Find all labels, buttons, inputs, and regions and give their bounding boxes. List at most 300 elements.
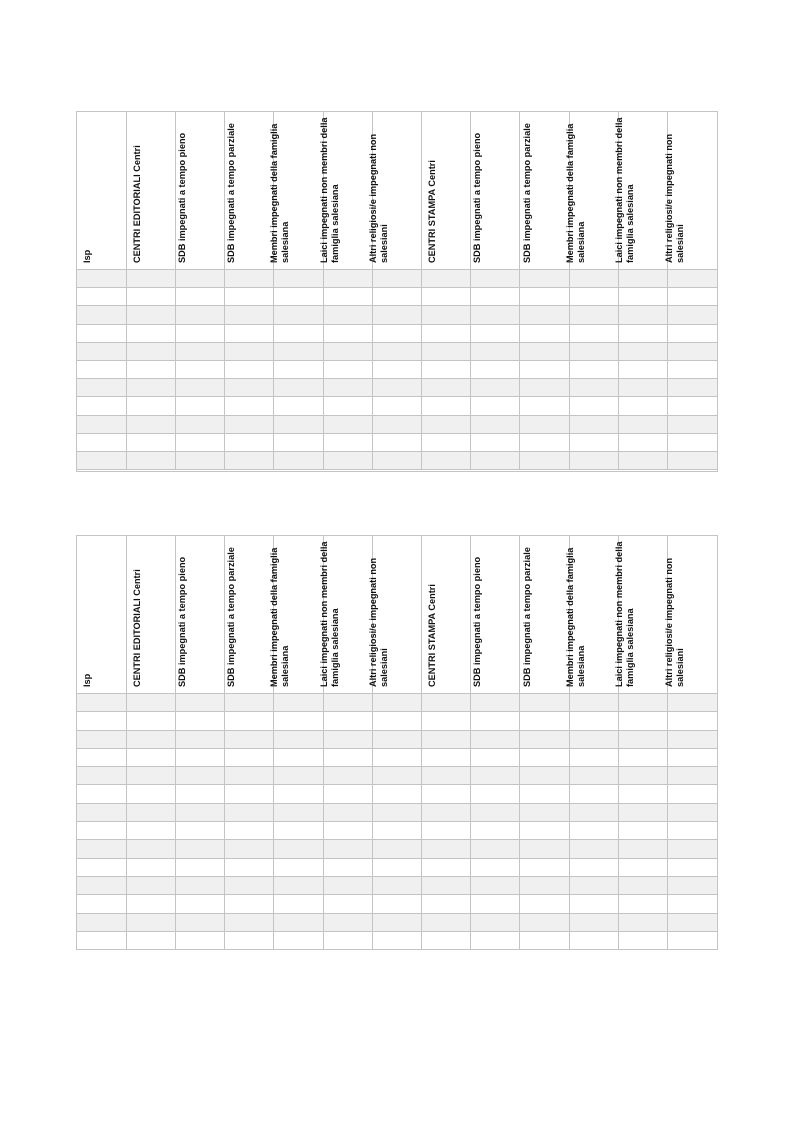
table-cell[interactable] (225, 822, 274, 840)
table-cell[interactable] (618, 712, 667, 730)
table-cell[interactable] (77, 858, 126, 876)
table-cell[interactable] (372, 324, 421, 342)
table-cell[interactable] (323, 694, 372, 712)
table-cell[interactable] (225, 342, 274, 360)
table-cell[interactable] (175, 360, 224, 378)
table-cell[interactable] (520, 840, 569, 858)
table-cell[interactable] (372, 785, 421, 803)
table-cell[interactable] (471, 803, 520, 821)
table-cell[interactable] (471, 858, 520, 876)
table-cell[interactable] (569, 822, 618, 840)
table-cell[interactable] (520, 324, 569, 342)
table-cell[interactable] (323, 451, 372, 469)
table-cell[interactable] (422, 858, 471, 876)
table-cell[interactable] (668, 397, 717, 415)
table-cell[interactable] (126, 360, 175, 378)
table-cell[interactable] (422, 342, 471, 360)
table-cell[interactable] (569, 748, 618, 766)
table-cell[interactable] (471, 913, 520, 931)
table-cell[interactable] (175, 324, 224, 342)
table-cell[interactable] (569, 360, 618, 378)
table-cell[interactable] (126, 694, 175, 712)
table-cell[interactable] (323, 767, 372, 785)
table-cell[interactable] (323, 397, 372, 415)
table-cell[interactable] (520, 451, 569, 469)
table-cell[interactable] (175, 767, 224, 785)
table-cell[interactable] (668, 840, 717, 858)
table-cell[interactable] (668, 748, 717, 766)
table-cell[interactable] (323, 288, 372, 306)
table-cell[interactable] (569, 913, 618, 931)
table-cell[interactable] (372, 451, 421, 469)
table-cell[interactable] (569, 288, 618, 306)
table-cell[interactable] (422, 803, 471, 821)
table-cell[interactable] (274, 876, 323, 894)
table-cell[interactable] (471, 433, 520, 451)
table-cell[interactable] (668, 785, 717, 803)
table-cell[interactable] (569, 694, 618, 712)
table-cell[interactable] (175, 822, 224, 840)
table-cell[interactable] (618, 379, 667, 397)
table-cell[interactable] (520, 306, 569, 324)
table-cell[interactable] (323, 822, 372, 840)
table-cell[interactable] (569, 876, 618, 894)
table-cell[interactable] (372, 397, 421, 415)
table-cell[interactable] (520, 288, 569, 306)
table-cell[interactable] (126, 397, 175, 415)
table-cell[interactable] (175, 379, 224, 397)
table-cell[interactable] (422, 913, 471, 931)
table-cell[interactable] (422, 306, 471, 324)
table-cell[interactable] (471, 306, 520, 324)
table-cell[interactable] (422, 270, 471, 288)
table-cell[interactable] (471, 397, 520, 415)
table-cell[interactable] (274, 840, 323, 858)
table-cell[interactable] (520, 342, 569, 360)
table-cell[interactable] (520, 360, 569, 378)
table-cell[interactable] (175, 895, 224, 913)
table-cell[interactable] (323, 803, 372, 821)
table-cell[interactable] (422, 451, 471, 469)
table-cell[interactable] (520, 785, 569, 803)
table-cell[interactable] (77, 270, 126, 288)
table-cell[interactable] (175, 730, 224, 748)
table-cell[interactable] (77, 324, 126, 342)
table-cell[interactable] (520, 748, 569, 766)
table-cell[interactable] (471, 712, 520, 730)
table-cell[interactable] (520, 913, 569, 931)
table-cell[interactable] (520, 379, 569, 397)
table-cell[interactable] (372, 803, 421, 821)
table-cell[interactable] (175, 270, 224, 288)
table-cell[interactable] (520, 415, 569, 433)
table-cell[interactable] (77, 397, 126, 415)
table-cell[interactable] (569, 785, 618, 803)
table-cell[interactable] (471, 876, 520, 894)
table-cell[interactable] (422, 822, 471, 840)
table-cell[interactable] (569, 931, 618, 949)
table-cell[interactable] (618, 895, 667, 913)
table-cell[interactable] (274, 895, 323, 913)
table-cell[interactable] (471, 748, 520, 766)
table-cell[interactable] (569, 840, 618, 858)
table-cell[interactable] (668, 712, 717, 730)
table-cell[interactable] (618, 931, 667, 949)
table-cell[interactable] (618, 306, 667, 324)
table-cell[interactable] (126, 858, 175, 876)
table-cell[interactable] (77, 306, 126, 324)
table-cell[interactable] (274, 379, 323, 397)
table-cell[interactable] (422, 397, 471, 415)
table-cell[interactable] (225, 360, 274, 378)
table-cell[interactable] (422, 767, 471, 785)
table-cell[interactable] (569, 433, 618, 451)
table-cell[interactable] (471, 840, 520, 858)
table-cell[interactable] (77, 694, 126, 712)
table-cell[interactable] (175, 931, 224, 949)
table-cell[interactable] (126, 876, 175, 894)
table-cell[interactable] (175, 694, 224, 712)
table-cell[interactable] (126, 270, 175, 288)
table-cell[interactable] (77, 451, 126, 469)
table-cell[interactable] (372, 822, 421, 840)
table-cell[interactable] (274, 397, 323, 415)
table-cell[interactable] (668, 931, 717, 949)
table-cell[interactable] (618, 748, 667, 766)
table-cell[interactable] (323, 931, 372, 949)
table-cell[interactable] (422, 895, 471, 913)
table-cell[interactable] (225, 712, 274, 730)
table-cell[interactable] (569, 730, 618, 748)
table-cell[interactable] (225, 803, 274, 821)
table-cell[interactable] (618, 288, 667, 306)
table-cell[interactable] (274, 415, 323, 433)
table-cell[interactable] (274, 360, 323, 378)
table-cell[interactable] (422, 433, 471, 451)
table-cell[interactable] (422, 876, 471, 894)
table-cell[interactable] (422, 712, 471, 730)
table-cell[interactable] (126, 840, 175, 858)
table-cell[interactable] (668, 730, 717, 748)
table-cell[interactable] (668, 379, 717, 397)
table-cell[interactable] (372, 306, 421, 324)
table-cell[interactable] (225, 288, 274, 306)
table-cell[interactable] (668, 913, 717, 931)
table-cell[interactable] (323, 360, 372, 378)
table-cell[interactable] (618, 451, 667, 469)
table-cell[interactable] (372, 694, 421, 712)
table-cell[interactable] (618, 840, 667, 858)
table-cell[interactable] (618, 415, 667, 433)
table-cell[interactable] (618, 360, 667, 378)
table-cell[interactable] (422, 379, 471, 397)
table-cell[interactable] (126, 895, 175, 913)
table-cell[interactable] (175, 803, 224, 821)
table-cell[interactable] (126, 767, 175, 785)
table-cell[interactable] (126, 342, 175, 360)
table-cell[interactable] (225, 415, 274, 433)
table-cell[interactable] (520, 822, 569, 840)
table-cell[interactable] (372, 767, 421, 785)
table-cell[interactable] (77, 712, 126, 730)
table-cell[interactable] (569, 306, 618, 324)
table-cell[interactable] (323, 270, 372, 288)
table-cell[interactable] (323, 415, 372, 433)
table-cell[interactable] (372, 288, 421, 306)
table-cell[interactable] (225, 379, 274, 397)
table-cell[interactable] (422, 694, 471, 712)
table-cell[interactable] (323, 748, 372, 766)
table-cell[interactable] (422, 324, 471, 342)
table-cell[interactable] (668, 895, 717, 913)
table-cell[interactable] (225, 694, 274, 712)
table-cell[interactable] (471, 451, 520, 469)
table-cell[interactable] (126, 803, 175, 821)
table-cell[interactable] (274, 931, 323, 949)
table-cell[interactable] (471, 895, 520, 913)
table-cell[interactable] (618, 397, 667, 415)
table-cell[interactable] (175, 433, 224, 451)
table-cell[interactable] (77, 288, 126, 306)
table-cell[interactable] (126, 379, 175, 397)
table-cell[interactable] (471, 324, 520, 342)
table-cell[interactable] (569, 858, 618, 876)
table-cell[interactable] (569, 324, 618, 342)
table-cell[interactable] (520, 270, 569, 288)
table-cell[interactable] (569, 342, 618, 360)
table-cell[interactable] (569, 415, 618, 433)
table-cell[interactable] (225, 324, 274, 342)
table-cell[interactable] (175, 785, 224, 803)
table-cell[interactable] (225, 840, 274, 858)
table-cell[interactable] (225, 876, 274, 894)
table-cell[interactable] (175, 748, 224, 766)
table-cell[interactable] (471, 730, 520, 748)
table-cell[interactable] (422, 840, 471, 858)
table-cell[interactable] (618, 913, 667, 931)
table-cell[interactable] (126, 748, 175, 766)
table-cell[interactable] (471, 379, 520, 397)
table-cell[interactable] (372, 270, 421, 288)
table-cell[interactable] (668, 876, 717, 894)
table-cell[interactable] (618, 858, 667, 876)
table-cell[interactable] (126, 730, 175, 748)
table-cell[interactable] (274, 451, 323, 469)
table-cell[interactable] (569, 379, 618, 397)
table-cell[interactable] (274, 288, 323, 306)
table-cell[interactable] (225, 913, 274, 931)
table-cell[interactable] (175, 288, 224, 306)
table-cell[interactable] (372, 360, 421, 378)
table-cell[interactable] (77, 822, 126, 840)
table-cell[interactable] (372, 433, 421, 451)
table-cell[interactable] (126, 433, 175, 451)
table-cell[interactable] (520, 767, 569, 785)
table-cell[interactable] (372, 748, 421, 766)
table-cell[interactable] (175, 397, 224, 415)
table-cell[interactable] (520, 730, 569, 748)
table-cell[interactable] (618, 730, 667, 748)
table-cell[interactable] (569, 767, 618, 785)
table-cell[interactable] (77, 433, 126, 451)
table-cell[interactable] (422, 730, 471, 748)
table-cell[interactable] (372, 931, 421, 949)
table-cell[interactable] (175, 342, 224, 360)
table-cell[interactable] (225, 451, 274, 469)
table-cell[interactable] (372, 415, 421, 433)
table-cell[interactable] (274, 803, 323, 821)
table-cell[interactable] (668, 767, 717, 785)
table-cell[interactable] (471, 288, 520, 306)
table-cell[interactable] (372, 876, 421, 894)
table-cell[interactable] (323, 913, 372, 931)
table-cell[interactable] (372, 730, 421, 748)
table-cell[interactable] (274, 433, 323, 451)
table-cell[interactable] (77, 876, 126, 894)
table-cell[interactable] (668, 451, 717, 469)
table-cell[interactable] (668, 858, 717, 876)
table-cell[interactable] (618, 767, 667, 785)
table-cell[interactable] (77, 931, 126, 949)
table-cell[interactable] (471, 360, 520, 378)
table-cell[interactable] (77, 803, 126, 821)
table-cell[interactable] (668, 288, 717, 306)
table-cell[interactable] (569, 895, 618, 913)
table-cell[interactable] (126, 324, 175, 342)
table-cell[interactable] (77, 913, 126, 931)
table-cell[interactable] (520, 694, 569, 712)
table-cell[interactable] (520, 397, 569, 415)
table-cell[interactable] (225, 748, 274, 766)
table-cell[interactable] (668, 324, 717, 342)
table-cell[interactable] (618, 433, 667, 451)
table-cell[interactable] (323, 306, 372, 324)
table-cell[interactable] (77, 767, 126, 785)
table-cell[interactable] (175, 840, 224, 858)
table-cell[interactable] (274, 730, 323, 748)
table-cell[interactable] (274, 306, 323, 324)
table-cell[interactable] (77, 785, 126, 803)
table-cell[interactable] (323, 342, 372, 360)
table-cell[interactable] (126, 415, 175, 433)
table-cell[interactable] (471, 694, 520, 712)
table-cell[interactable] (618, 342, 667, 360)
table-cell[interactable] (471, 415, 520, 433)
table-cell[interactable] (77, 730, 126, 748)
table-cell[interactable] (422, 360, 471, 378)
table-cell[interactable] (668, 433, 717, 451)
table-cell[interactable] (274, 785, 323, 803)
table-cell[interactable] (323, 433, 372, 451)
table-cell[interactable] (372, 342, 421, 360)
table-cell[interactable] (422, 748, 471, 766)
table-cell[interactable] (372, 840, 421, 858)
table-cell[interactable] (668, 360, 717, 378)
table-cell[interactable] (520, 895, 569, 913)
table-cell[interactable] (422, 785, 471, 803)
table-cell[interactable] (471, 270, 520, 288)
table-cell[interactable] (618, 324, 667, 342)
table-cell[interactable] (668, 415, 717, 433)
table-cell[interactable] (471, 822, 520, 840)
table-cell[interactable] (175, 415, 224, 433)
table-cell[interactable] (618, 803, 667, 821)
table-cell[interactable] (175, 858, 224, 876)
table-cell[interactable] (569, 397, 618, 415)
table-cell[interactable] (126, 451, 175, 469)
table-cell[interactable] (323, 785, 372, 803)
table-cell[interactable] (471, 767, 520, 785)
table-cell[interactable] (175, 451, 224, 469)
table-cell[interactable] (471, 931, 520, 949)
table-cell[interactable] (520, 876, 569, 894)
table-cell[interactable] (225, 270, 274, 288)
table-cell[interactable] (225, 433, 274, 451)
table-cell[interactable] (274, 694, 323, 712)
table-cell[interactable] (225, 397, 274, 415)
table-cell[interactable] (77, 748, 126, 766)
table-cell[interactable] (323, 876, 372, 894)
table-cell[interactable] (668, 694, 717, 712)
table-cell[interactable] (274, 767, 323, 785)
table-cell[interactable] (668, 306, 717, 324)
table-cell[interactable] (225, 785, 274, 803)
table-cell[interactable] (126, 931, 175, 949)
table-cell[interactable] (323, 858, 372, 876)
table-cell[interactable] (569, 451, 618, 469)
table-cell[interactable] (77, 895, 126, 913)
table-cell[interactable] (77, 360, 126, 378)
table-cell[interactable] (175, 306, 224, 324)
table-cell[interactable] (668, 803, 717, 821)
table-cell[interactable] (225, 306, 274, 324)
table-cell[interactable] (225, 730, 274, 748)
table-cell[interactable] (323, 379, 372, 397)
table-cell[interactable] (225, 767, 274, 785)
table-cell[interactable] (274, 822, 323, 840)
table-cell[interactable] (520, 858, 569, 876)
table-cell[interactable] (77, 840, 126, 858)
table-cell[interactable] (422, 415, 471, 433)
table-cell[interactable] (175, 913, 224, 931)
table-cell[interactable] (372, 913, 421, 931)
table-cell[interactable] (274, 748, 323, 766)
table-cell[interactable] (668, 822, 717, 840)
table-cell[interactable] (618, 822, 667, 840)
table-cell[interactable] (668, 342, 717, 360)
table-cell[interactable] (520, 803, 569, 821)
table-cell[interactable] (372, 858, 421, 876)
table-cell[interactable] (323, 712, 372, 730)
table-cell[interactable] (520, 931, 569, 949)
table-cell[interactable] (126, 306, 175, 324)
table-cell[interactable] (520, 712, 569, 730)
table-cell[interactable] (618, 694, 667, 712)
table-cell[interactable] (569, 270, 618, 288)
table-cell[interactable] (618, 876, 667, 894)
table-cell[interactable] (422, 288, 471, 306)
table-cell[interactable] (668, 270, 717, 288)
table-cell[interactable] (372, 895, 421, 913)
table-cell[interactable] (126, 288, 175, 306)
table-cell[interactable] (274, 342, 323, 360)
table-cell[interactable] (323, 895, 372, 913)
table-cell[interactable] (569, 803, 618, 821)
table-cell[interactable] (618, 785, 667, 803)
table-cell[interactable] (323, 324, 372, 342)
table-cell[interactable] (225, 858, 274, 876)
table-cell[interactable] (126, 822, 175, 840)
